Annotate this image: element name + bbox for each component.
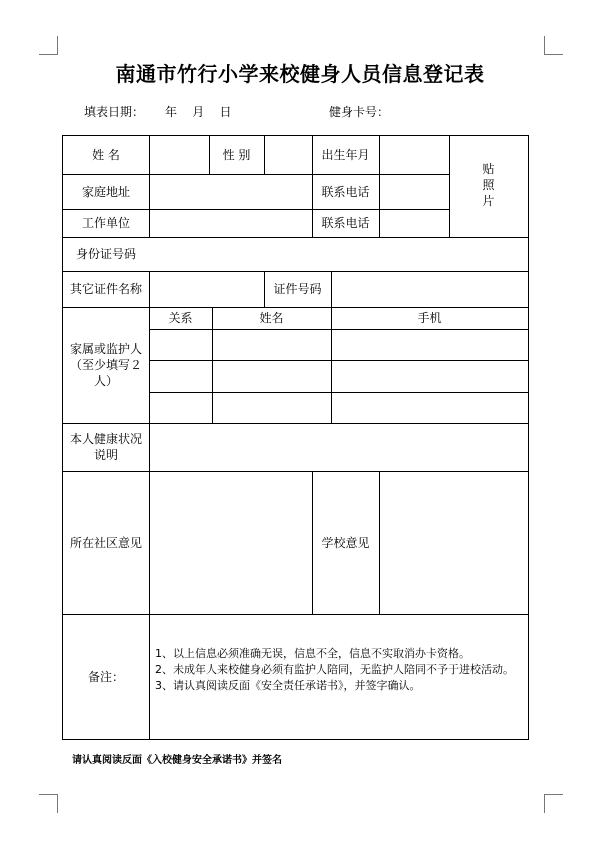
work-unit-label: 工作单位 (81, 216, 130, 230)
school-opinion-label: 学校意见 (321, 535, 370, 550)
note-item: 2、未成年人来校健身必须有监护人陪同，无监护人陪同不予于进校活动。 (155, 663, 514, 676)
contact-phone-label-2: 联系电话 (321, 216, 370, 230)
name-label: 姓 名 (92, 148, 120, 162)
crop-mark-bottom-right (544, 794, 563, 813)
certificate-number-label: 证件号码 (273, 282, 322, 296)
footer-instruction: 请认真阅读反面《入校健身安全承诺书》并签名 (72, 755, 282, 766)
relation-column-header: 关系 (168, 311, 193, 325)
photo-placeholder: 贴 照 片 (482, 161, 495, 208)
contact-phone-label-1: 联系电话 (321, 184, 370, 199)
remarks-notes (155, 646, 523, 694)
home-address-label: 家庭地址 (81, 184, 130, 199)
crop-mark-bottom-left (39, 794, 58, 813)
crop-mark-top-right (544, 36, 563, 55)
health-status-label: 本人健康状况说明 (69, 432, 142, 462)
gender-label: 性 别 (222, 148, 251, 162)
page-title: 南通市竹行小学来校健身人员信息登记表 (115, 62, 485, 86)
registration-form-table (62, 135, 529, 740)
card-number-label: 健身卡号： (329, 105, 390, 119)
birth-date-label: 出生年月 (321, 148, 370, 162)
mobile-column-header: 手机 (417, 311, 442, 325)
note-item: 1、以上信息必须准确无误，信息不全，信息不实取消办卡资格。 (155, 647, 470, 660)
community-opinion-label: 所在社区意见 (69, 535, 142, 550)
crop-mark-top-left (39, 36, 58, 55)
other-certificate-label: 其它证件名称 (69, 282, 142, 296)
date-fields: 年 月 日 (165, 105, 232, 119)
name-column-header: 姓名 (259, 311, 284, 325)
remarks-label: 备注： (87, 669, 124, 684)
note-item: 3、请认真阅读反面《安全责任承诺书》，并签字确认。 (155, 679, 421, 692)
guardian-label: 家属或监护人 （至少填写２人） (69, 342, 142, 388)
date-label: 填表日期： (84, 105, 145, 119)
id-card-label: 身份证号码 (75, 247, 136, 261)
